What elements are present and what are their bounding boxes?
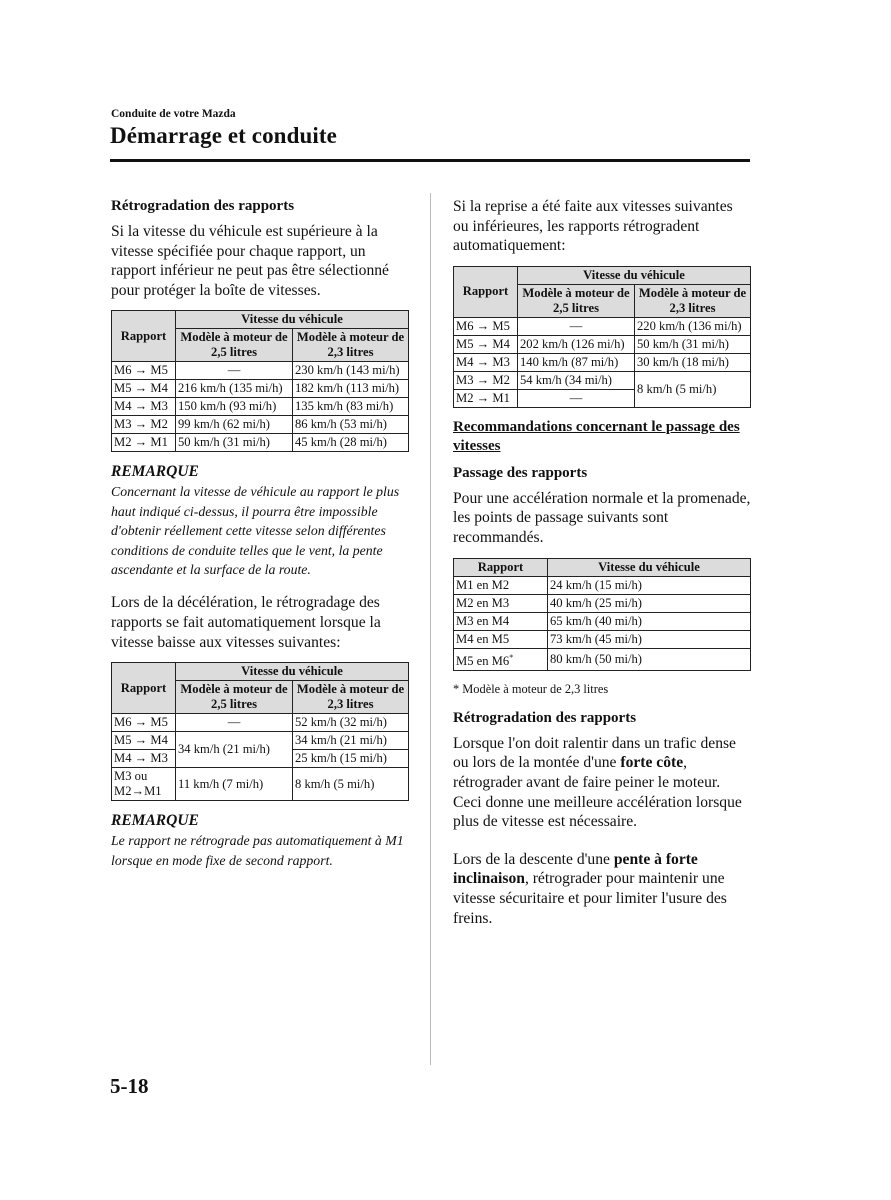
right-column xyxy=(453,197,751,938)
heading-passage: Passage des rapports xyxy=(453,464,588,481)
section-header: Conduite de votre Mazda xyxy=(111,108,236,120)
table-row: M2 → M1 50 km/h (31 mi/h) 45 km/h (28 mi/h) xyxy=(112,434,409,452)
col-header-rapport: Rapport xyxy=(454,558,548,576)
speed-table-kickdown xyxy=(453,266,751,408)
paragraph: Lors de la descente d'une pente à forte inclinaison, rétrograder pour maintenir une vitesse sécuritaire et pour limiter l'usure des freins. xyxy=(453,850,727,927)
col-header-rapport: Rapport xyxy=(112,311,176,362)
table-row: M4 → M3 25 km/h (15 mi/h) xyxy=(112,750,409,768)
table-row: M6 → M5 — 52 km/h (32 mi/h) xyxy=(112,714,409,732)
paragraph: Si la reprise a été faite aux vitesses suivantes ou inférieures, les rapports rétrogradent automatiquement: xyxy=(453,198,733,255)
speed-table-deceleration xyxy=(111,662,409,801)
heading-retrogradation-2: Rétrogradation des rapports xyxy=(453,709,637,726)
table-row: M3 ou M2→M1 11 km/h (7 mi/h) 8 km/h (5 mi/h) xyxy=(112,768,409,801)
note-title: REMARQUE xyxy=(111,812,199,830)
col-header-m25: Modèle à moteur de 2,5 litres xyxy=(176,329,293,362)
table-row: M1 en M2 24 km/h (15 mi/h) xyxy=(454,576,751,594)
col-header-rapport: Rapport xyxy=(112,663,176,714)
paragraph: Pour une accélération normale et la promenade, les points de passage suivants sont recommandés. xyxy=(453,489,751,546)
col-header-vitesse: Vitesse du véhicule xyxy=(548,558,751,576)
table-row: M5 → M4 34 km/h (21 mi/h) 34 km/h (21 mi/h) xyxy=(112,732,409,750)
note-text: Le rapport ne rétrograde pas automatiquement à M1 lorsque en mode fixe de second rapport. xyxy=(111,833,404,868)
table-row: M2 en M3 40 km/h (25 mi/h) xyxy=(454,594,751,612)
table-row: M3 → M2 99 km/h (62 mi/h) 86 km/h (53 mi/h) xyxy=(112,416,409,434)
table-row: M4 en M5 73 km/h (45 mi/h) xyxy=(454,630,751,648)
shift-points-table xyxy=(453,558,751,671)
table-row: M5 → M4 216 km/h (135 mi/h) 182 km/h (113 mi/h) xyxy=(112,380,409,398)
col-header-m23: Modèle à moteur de 2,3 litres xyxy=(293,329,409,362)
col-header-m23: Modèle à moteur de 2,3 litres xyxy=(293,681,409,714)
note-title: REMARQUE xyxy=(111,463,199,481)
footnote: * Modèle à moteur de 2,3 litres xyxy=(453,681,609,696)
heading-retrogradation: Rétrogradation des rapports xyxy=(111,198,295,214)
paragraph: Lorsque l'on doit ralentir dans un trafic dense ou lors de la montée d'une forte côte, rétrograder avant de faire peiner le moteur. Ceci donne une meilleure accélération lorsque plus de vitesse est nécessaire. xyxy=(453,734,742,831)
table-row: M6 → M5 — 220 km/h (136 mi/h) xyxy=(454,317,751,335)
col-header-vitesse: Vitesse du véhicule xyxy=(176,311,409,329)
page-title: Démarrage et conduite xyxy=(110,123,337,148)
table-row: M2 → M1 — xyxy=(454,389,751,407)
col-header-m25: Modèle à moteur de 2,5 litres xyxy=(176,681,293,714)
col-header-m25: Modèle à moteur de 2,5 litres xyxy=(518,284,635,317)
page-number: 5-18 xyxy=(110,1074,149,1098)
column-divider xyxy=(430,193,431,1065)
table-row: M3 → M2 54 km/h (34 mi/h) 8 km/h (5 mi/h) xyxy=(454,371,751,389)
table-row: M3 en M4 65 km/h (40 mi/h) xyxy=(454,612,751,630)
heading-recommandations: Recommandations concernant le passage des vitesses xyxy=(453,418,740,454)
col-header-vitesse: Vitesse du véhicule xyxy=(518,266,751,284)
table-row: M6 → M5 — 230 km/h (143 mi/h) xyxy=(112,362,409,380)
table-row: M5 en M6* 80 km/h (50 mi/h) xyxy=(454,648,751,670)
speed-table-max xyxy=(111,310,409,452)
table-row: M5 → M4 202 km/h (126 mi/h) 50 km/h (31 mi/h) xyxy=(454,335,751,353)
table-row: M4 → M3 140 km/h (87 mi/h) 30 km/h (18 mi/h) xyxy=(454,353,751,371)
col-header-m23: Modèle à moteur de 2,3 litres xyxy=(635,284,751,317)
col-header-vitesse: Vitesse du véhicule xyxy=(176,663,409,681)
left-column xyxy=(111,197,409,884)
paragraph: Lors de la décélération, le rétrogradage des rapports se fait automatiquement lorsque la vitesse baisse aux vitesses suivantes: xyxy=(111,594,381,651)
paragraph: Si la vitesse du véhicule est supérieure à la vitesse spécifiée pour chaque rapport, un rapport inférieur ne peut pas être sélectionné pour protéger la boîte de vitesses. xyxy=(111,223,389,299)
footnote-mark: * xyxy=(509,652,514,662)
note-text: Concernant la vitesse de véhicule au rapport le plus haut indiqué ci-dessus, il pourra être impossible d'obtenir réellement cette vitesse selon différentes conditions de conduite telles que le vent, la pente ascendante et la surface de la route. xyxy=(111,484,400,577)
table-row: M4 → M3 150 km/h (93 mi/h) 135 km/h (83 mi/h) xyxy=(112,398,409,416)
col-header-rapport: Rapport xyxy=(454,266,518,317)
header-rule xyxy=(110,159,750,162)
